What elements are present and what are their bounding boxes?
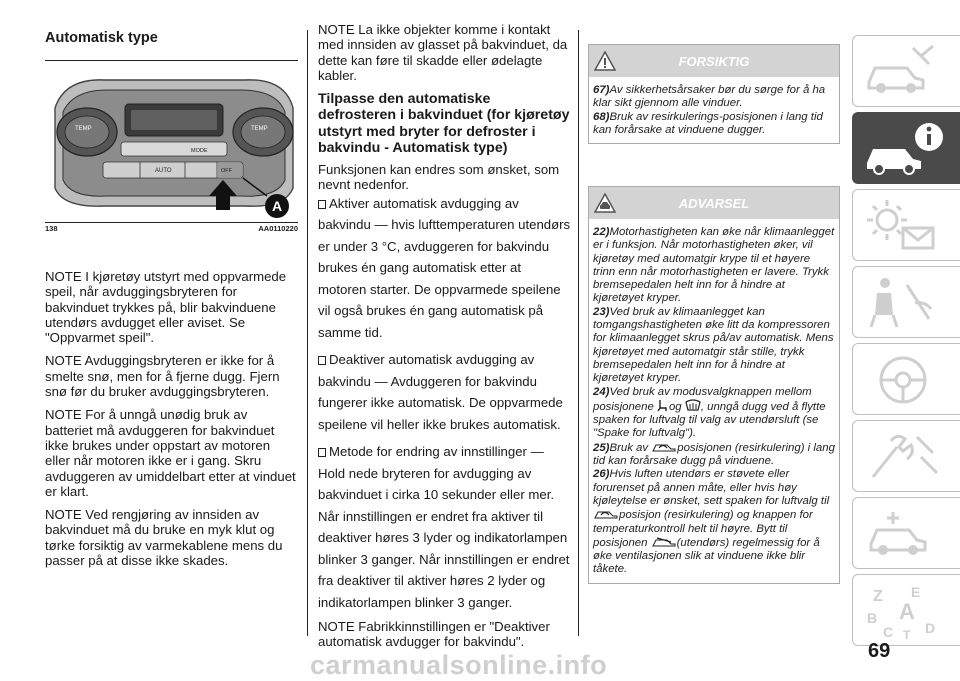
figure-number: 138 <box>45 224 58 233</box>
climate-panel-figure <box>45 68 298 222</box>
checkbox-bullet-icon <box>318 356 326 365</box>
callout-label: A <box>271 198 283 214</box>
watermark: carmanualsonline.info <box>310 650 608 680</box>
tab-index[interactable] <box>852 574 960 646</box>
caution-box <box>588 44 840 144</box>
subsection-heading: Tilpasse den automatiske defrosteren i bakvinduet (for kjøretøy utstyrt med bryter for defroster i bakvindu - Automatisk type) <box>318 91 570 156</box>
caution-header <box>589 45 839 77</box>
tab-car-info[interactable] <box>852 112 960 184</box>
note-paragraph: NOTE La ikke objekter komme i kontakt med innsiden av glasset på bakvinduet, da dette kan føre til skadde eller ødelagte kabler. <box>318 22 568 83</box>
airbag-safety-icon <box>863 273 943 333</box>
intro-paragraph: Funksjonen kan endres som ønsket, som nevnt nedenfor. <box>318 162 560 193</box>
temp-left-label: TEMP <box>75 126 92 132</box>
list-item: Metode for endring av innstillinger — Hold nede bryteren for avdugging av bakvinduet i cirka 10 sekunder eller mer. Når innstillingen er endret fra aktiver til deaktiver høres 3 lyder og indikatorlampen blinker 3 ganger. Når innstillingen er endret fra deaktiver til aktiver høres 2 lyder og indikatorlampen blinker 3 ganger. <box>318 444 570 610</box>
warning-box <box>588 186 840 584</box>
left-body <box>45 269 298 576</box>
checkbox-bullet-icon <box>318 448 326 457</box>
note-paragraph: NOTE Ved rengjøring av innsiden av bakvinduet må du bruke en myk klut og tørke forsiktig av varmekablene mens du passer på at disse ikke skades. <box>45 507 283 569</box>
note-paragraph: NOTE Fabrikkinnstillingen er "Deaktiver automatisk avdugger for bakvindu". <box>318 619 550 650</box>
outside-air-icon <box>651 536 677 548</box>
warning-lights-icon <box>863 196 943 256</box>
section-title: Automatisk type <box>45 30 158 46</box>
steering-wheel-icon <box>863 350 943 410</box>
car-diagnostics-icon <box>863 42 943 102</box>
svg-text:A: A <box>899 599 915 624</box>
column-divider <box>307 30 308 636</box>
warning-title: ADVARSEL <box>678 196 750 211</box>
warning-header <box>589 187 839 219</box>
checkbox-bullet-icon <box>318 200 326 209</box>
svg-text:E: E <box>911 584 921 600</box>
note-paragraph: NOTE For å unngå unødig bruk av batteriet må avduggeren for bakvinduet ikke brukes under oppstart av motoren eller når motoren ikke er i gang. Skru avduggeren av umiddelbart etter at vinduet er klart. <box>45 407 296 499</box>
specifications-icon <box>863 504 943 564</box>
caution-body: 67)Av sikkerhetsårsaker bør du sørge for å ha klar sikt gjennom alle vinduer. 68)Bruk av resirkulerings-posisjonen i lang tid kan forårsake at vinduene dugger. <box>593 84 826 136</box>
auto-label: AUTO <box>155 168 172 174</box>
note-paragraph: NOTE I kjøretøy utstyrt med oppvarmede speil, når avduggingsbryteren for bakvinduet trykkes på, blir bakvinduene utendørs avdugget eller aviset. Se "Oppvarmet speil". <box>45 269 287 346</box>
tab-service-tools[interactable] <box>852 420 960 492</box>
tab-steering-wheel[interactable] <box>852 343 960 415</box>
middle-body <box>318 22 572 658</box>
windshield-defrost-icon <box>685 399 701 412</box>
caution-title: FORSIKTIG <box>678 54 750 69</box>
index-letters-icon <box>863 581 943 641</box>
note-paragraph: NOTE Avduggingsbryteren er ikke for å smelte snø, men for å fjerne dugg. Fjern snø før du bruker avduggingsbryteren. <box>45 353 280 400</box>
off-label: OFF <box>221 168 232 174</box>
page-number: 69 <box>868 640 891 662</box>
svg-text:B: B <box>867 610 878 626</box>
title-divider <box>45 60 298 61</box>
recirculation-icon <box>593 508 619 520</box>
list-item: Deaktiver automatisk avdugging av bakvindu — Avduggeren for bakvindu fungerer ikke automatisk. De oppvarmede speilene vil heller ikke brukes automatisk. <box>318 352 563 432</box>
climate-panel-illustration <box>45 68 298 222</box>
foot-mode-icon <box>657 399 669 412</box>
svg-text:T: T <box>903 628 911 641</box>
temp-right-label: TEMP <box>251 126 268 132</box>
tab-warning-lights[interactable] <box>852 189 960 261</box>
figure-code: AA0110220 <box>258 224 298 233</box>
svg-text:C: C <box>883 624 894 640</box>
mode-label: MODE <box>191 148 208 154</box>
svg-text:D: D <box>925 620 936 636</box>
tab-specifications[interactable] <box>852 497 960 569</box>
figure-divider <box>45 222 298 223</box>
list-item: Aktiver automatisk avdugging av bakvindu — hvis lufttemperaturen utendørs er under 3 °C, avduggeren for bakvindu brukes én gang automatisk etter at motoren starter. De oppvarmede speilene vil også brukes én gang automatisk på samme tid. <box>318 195 571 340</box>
recirculation-icon <box>651 441 677 453</box>
tab-car-diagnostics[interactable] <box>852 35 960 107</box>
car-info-icon <box>863 119 947 179</box>
service-tools-icon <box>863 427 943 487</box>
svg-text:Z: Z <box>873 588 883 605</box>
warning-body: 22)Motorhastigheten kan øke når klimaanlegget er i funksjon. Når motorhastigheten øker, vil kjøretøy med automatgir krype til et høyere trinn enn når motorhastigheten er lavere. Trykk bremsepedalen helt inn for å hindre at kjøretøyet kryper. 23)Ved bruk av klimaanlegget kan tomgangshastigheten øke litt da kompressoren for klimaanlegget skrus på/av automatisk. Mens kjøretøyet med automatgir står stille, trykk bremsepedalen helt inn for å hindre at kjøretøyet kryper. 24)Ved bruk av modusvalgknappen mellom posisjonene og , unngå dugg ved å flytte spaken for luftvalg til valg av utendørsluft (se "Spake for luftvalg"). 25)Bruk av posisjonen (resirkulering) i lang tid kan forårsake dugg på vinduene. 26)Hvis luften utendørs er støvete eller forurenset på annen måte, eller hvis høy kjøleytelse er ønsket, sett spaken for luftvalg til posisjon (resirkulering) og knappen for temperaturkontroll helt til høyre. Bytt til posisjonen (utendørs) regelmessig for å øke ventilasjonen slik at vinduene ikke blir tåkete. <box>593 226 835 576</box>
column-divider <box>578 30 579 636</box>
tab-airbag-safety[interactable] <box>852 266 960 338</box>
